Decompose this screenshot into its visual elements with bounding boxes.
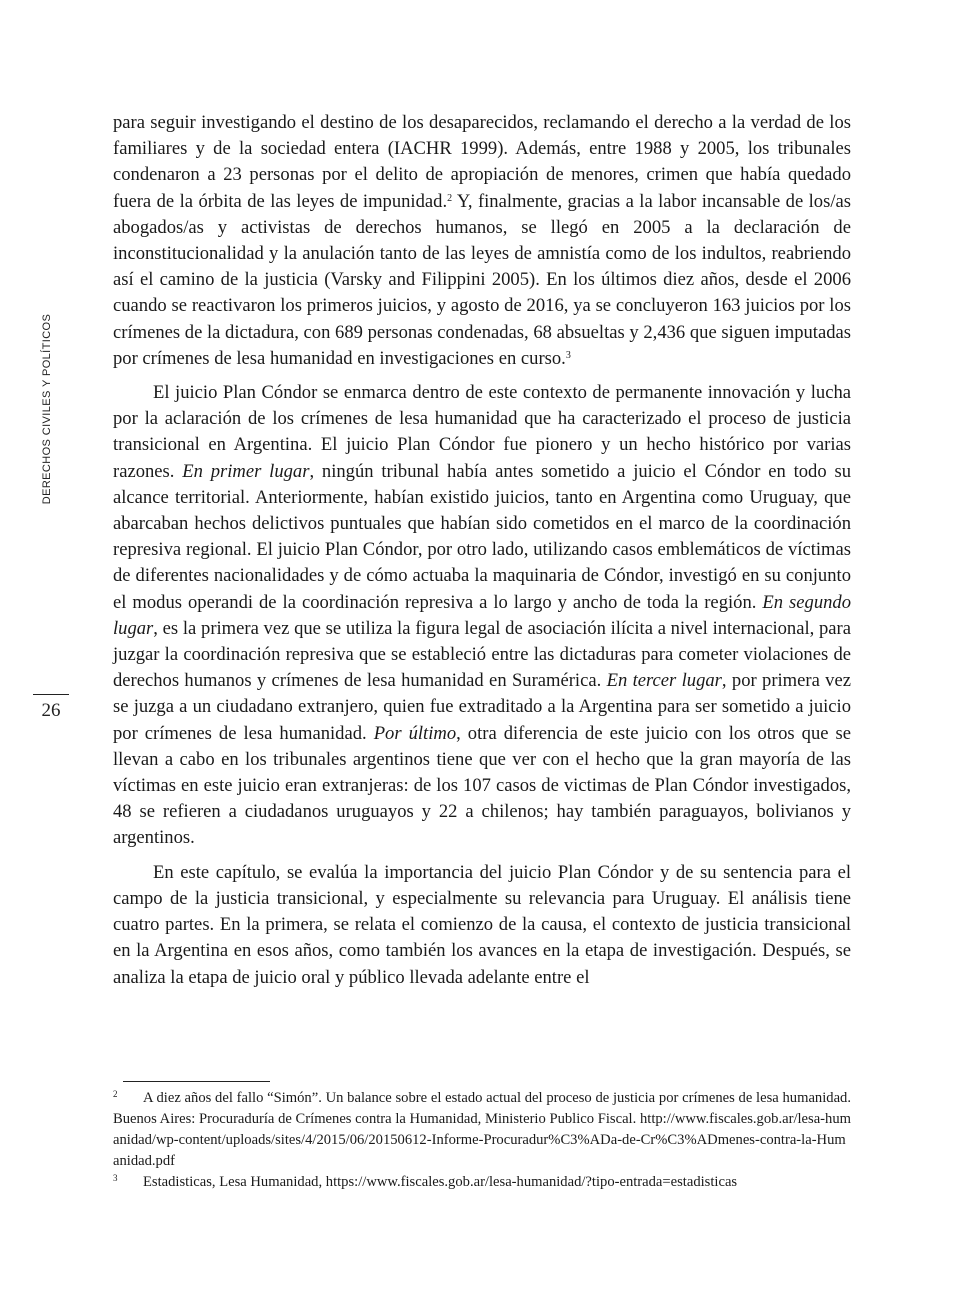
paragraph-2-text-a: El juicio Plan Cóndor se enmarca dentro de este contexto de permanente innovación y lucha por la aclaración de los crímenes de lesa humanidad que ha caracterizado el proceso de justicia transicional en Argentina. El juicio Plan Cóndor fue pionero y un hecho histórico por varias razones. xyxy=(113,382,851,482)
footnote-2 xyxy=(113,1088,851,1172)
footnote-mark: 3 xyxy=(113,1173,118,1183)
emphasis-third: En tercer lugar xyxy=(606,670,722,692)
paragraph-1-text-b: Y, finalmente, gracias a la labor incansable de los/as abogados/as y activistas de derechos humanos, se llegó en 2005 a la declaración de inconstitucionalidad y la anulación tanto de las leyes de amnistía como de los indultos, reabriendo así el camino de la justicia (Varsky and Filippini 2005). En los últimos diez años, desde el 2006 cuando se reactivaron los primeros juicios, y agosto de 2016, ya se concluyeron 163 juicios por los crímenes de la dictadura, con 689 personas condenadas, 68 absueltas y 2,436 que siguen imputadas por crímenes de lesa humanidad en investigaciones en curso. xyxy=(113,190,851,369)
paragraph-1-text-a: para seguir investigando el destino de los desaparecidos, reclamando el derecho a la verdad de los familiares y de la sociedad entera (IACHR 1999). Además, entre 1988 y 2005, los tribunales condenaron a 23 personas por el delito de apropiación de menores, crimen que había quedado fuera de la órbita de las leyes de impunidad. xyxy=(113,112,851,212)
main-text xyxy=(113,110,851,999)
footnote-link[interactable]: http://www.fiscales.gob.ar/lesa-humanidad/wp-content/uploads/sites/4/2015/06/20150612-Informe-Procuradur%C3%ADa-de-Cr%C3%ADmenes-contra-la-Humanidad.pdf xyxy=(113,1111,851,1169)
page-number-rule xyxy=(33,694,69,695)
footnote-ref-2[interactable]: 2 xyxy=(447,192,453,204)
footnote-ref-3[interactable]: 3 xyxy=(565,349,571,361)
paragraph-3: En este capítulo, se evalúa la importancia del juicio Plan Cóndor y de su sentencia para el campo de la justicia transicional, y especialmente su relevancia para Uruguay. El análisis tiene cuatro partes. En la primera, se relata el comienzo de la causa, el contexto de justicia transicional en la Argentina en esos años, como también los avances en la etapa de investigación. Después, se analiza la etapa de juicio oral y público llevada adelante entre el xyxy=(113,861,851,988)
emphasis-first: En primer lugar xyxy=(182,460,310,482)
paragraph-2 xyxy=(113,380,851,852)
paragraph-2-text-b: , ningún tribunal había antes sometido a juicio el Cóndor en todo su alcance territorial. Anteriormente, habían existido juicios, tanto en Argentina como Uruguay, que abarcaban hechos delictivos puntuales que habían sido cometidos en el marco de la coordinación represiva regional. El juicio Plan Cóndor, por otro lado, utilizando casos emblemáticos de víctimas de diferentes nacionalidades y de cómo actuaba la maquinaria de Cóndor, investigó en su conjunto el modus operandi de la coordinación represiva a lo largo y ancho de toda la región. xyxy=(113,460,851,613)
footnote-separator xyxy=(123,1081,270,1082)
paragraph-1 xyxy=(113,110,851,372)
page-number: 26 xyxy=(41,700,61,721)
footnotes xyxy=(113,1088,851,1193)
paragraph-2-text-e: , otra diferencia de este juicio con los otros que se llevan a cabo en los tribunales argentinos tiene que ver con el hecho que la gran mayoría de las víctimas en este juicio eran extranjeras: de los 107 casos de victimas de Plan Cóndor investigados, 48 se refieren a ciudadanos uruguayos y 22 a chilenos; hay también paraguayos, bolivianos y argentinos. xyxy=(113,722,851,849)
footnote-text: A diez años del fallo “Simón”. Un balance sobre el estado actual del proceso de justicia por crímenes de lesa humanidad. Buenos Aires: Procuraduría de Crímenes contra la Humanidad, Ministerio Publico Fiscal. xyxy=(113,1090,851,1127)
emphasis-last: Por último xyxy=(373,722,457,744)
running-section-title: DERECHOS CIVILES Y POLÍTICOS xyxy=(41,313,53,505)
emphasis-second: En segundo lugar xyxy=(113,591,852,639)
paragraph-2-text-d: , por primera vez se juzga a un ciudadano extranjero, quien fue extraditado a la Argentina para ser sometido a juicio por crímenes de lesa humanidad. xyxy=(113,670,851,744)
footnote-text: Estadisticas, Lesa Humanidad, https://www.fiscales.gob.ar/lesa-humanidad/?tipo-entrada=estadisticas xyxy=(143,1174,738,1190)
footnote-mark: 2 xyxy=(113,1089,118,1099)
paragraph-2-text-c: , es la primera vez que se utiliza la figura legal de asociación ilícita a nivel internacional, para juzgar la coordinación represiva que se estableció entre las dictaduras para cometer violaciones de derechos humanos y crímenes de lesa humanidad en Suramérica. xyxy=(113,617,851,692)
footnote-3 xyxy=(113,1172,851,1193)
